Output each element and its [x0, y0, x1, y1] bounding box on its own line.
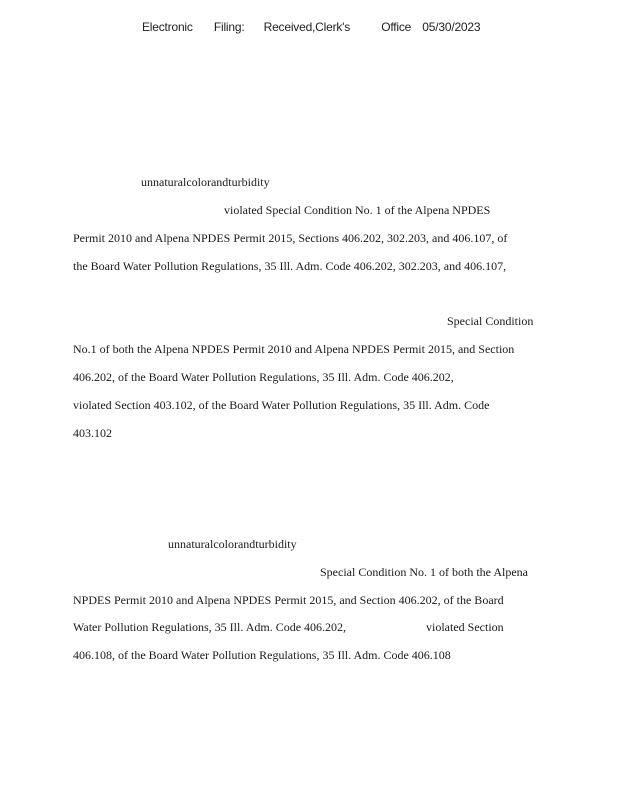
header-date: 05/30/2023	[422, 20, 481, 34]
p3-line-4a: Water Pollution Regulations, 35 Ill. Adm. Code 406.202,	[73, 620, 347, 634]
header-electronic: Electronic	[142, 20, 193, 34]
p3-line-2: Special Condition No. 1 of both the Alpena	[320, 565, 528, 579]
p1-line-1: unnaturalcolorandturbidity	[141, 175, 270, 189]
p2-line-5: 403.102	[73, 426, 112, 440]
p2-line-4: violated Section 403.102, of the Board Water Pollution Regulations, 35 Ill. Adm. Code	[73, 398, 490, 412]
p2-line-3: 406.202, of the Board Water Pollution Regulations, 35 Ill. Adm. Code 406.202,	[73, 370, 454, 384]
p1-line-2: violated Special Condition No. 1 of the Alpena NPDES	[224, 203, 491, 217]
electronic-filing-header	[142, 20, 480, 34]
p3-line-3: NPDES Permit 2010 and Alpena NPDES Permit 2015, and Section 406.202, of the Board	[73, 593, 504, 607]
p2-line-1: Special Condition	[447, 314, 534, 328]
header-filing: Filing:	[213, 20, 245, 34]
header-office: Office	[381, 20, 412, 34]
header-received-clerks: Received,Clerk's	[263, 20, 351, 34]
p2-line-2: No.1 of both the Alpena NPDES Permit 2010 and Alpena NPDES Permit 2015, and Section	[73, 342, 515, 356]
p3-line-4b: violated Section	[426, 620, 504, 634]
p3-line-5: 406.108, of the Board Water Pollution Regulations, 35 Ill. Adm. Code 406.108	[73, 648, 451, 662]
p1-line-3: Permit 2010 and Alpena NPDES Permit 2015, Sections 406.202, 302.203, and 406.107, of	[73, 231, 508, 245]
p1-line-4: the Board Water Pollution Regulations, 35 Ill. Adm. Code 406.202, 302.203, and 406.107,	[73, 259, 507, 273]
p3-line-1: unnaturalcolorandturbidity	[168, 537, 297, 551]
